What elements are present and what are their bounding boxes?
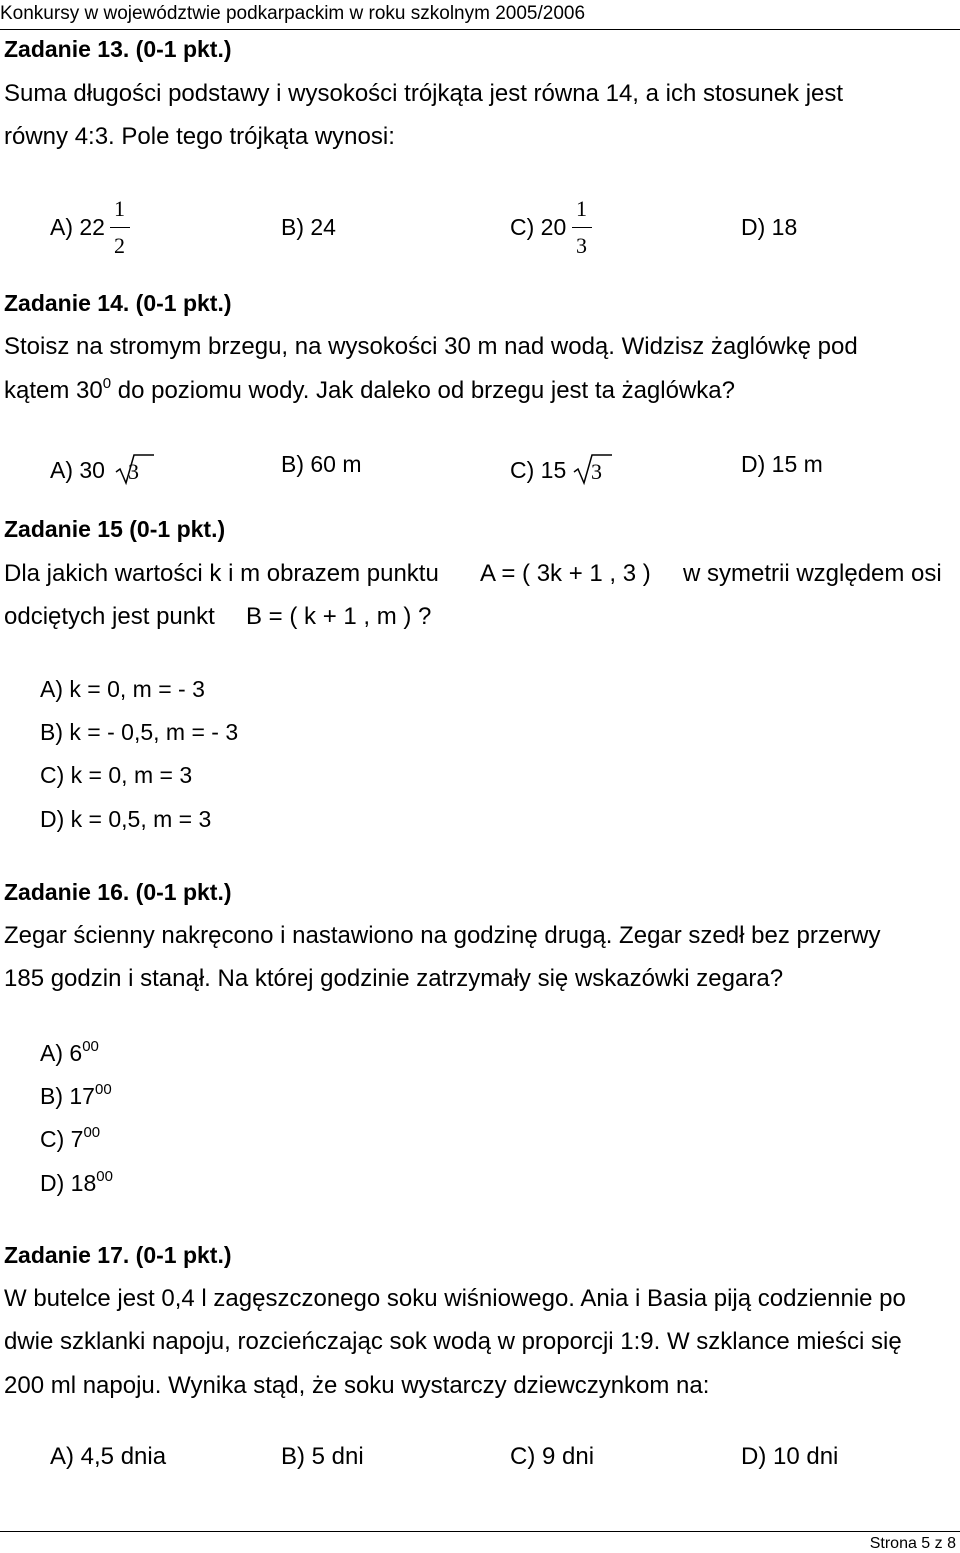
task13-line2: równy 4:3. Pole tego trójkąta wynosi: — [4, 123, 395, 150]
page-number: Strona 5 z 8 — [869, 1535, 956, 1552]
task14-option-c-radicand: 3 — [591, 459, 602, 484]
page-header: Konkursy w województwie podkarpackim w roku szkolnym 2005/2006 — [0, 3, 586, 24]
task13-option-b: B) 24 — [281, 214, 336, 240]
task13-option-c-denominator: 3 — [576, 233, 587, 258]
task13-option-c-fraction-bar — [572, 227, 592, 228]
task16-option-a: A) $6^{00}$ — [40, 1038, 99, 1066]
task17-title: Zadanie 17. (0-1 pkt.) — [4, 1242, 232, 1268]
task13-title: Zadanie 13. (0-1 pkt.) — [4, 36, 232, 62]
header-divider — [0, 29, 960, 30]
task17-line3: 200 ml napoju. Wynika stąd, że soku wystarczy dziewczynkom na: — [4, 1372, 710, 1399]
task15-line1-text: Dla jakich wartości k i m obrazem punktu — [4, 560, 439, 587]
task15-line1-end: w symetrii względem osi — [683, 560, 942, 587]
task16-line2: 185 godzin i stanął. Na której godzinie zatrzymały się wskazówki zegara? — [4, 965, 784, 992]
task13-option-c-label: C) 20 — [510, 214, 567, 240]
footer-divider — [0, 1531, 960, 1532]
task15-option-c: C) k = 0, m = 3 — [40, 762, 193, 788]
task17-option-a: A) 4,5 dnia — [50, 1443, 167, 1470]
task14-option-a-label: A) 30 — [50, 457, 105, 483]
task17-line1: W butelce jest 0,4 l zagęszczonego soku wiśniowego. Ania i Basia piją codziennie po — [4, 1285, 906, 1312]
task16-option-c: C) $7^{00}$ — [40, 1124, 101, 1152]
task15-point-a: A = ( 3k + 1 , 3 ) — [480, 560, 651, 587]
task14-option-b: B) 60 m — [281, 451, 362, 477]
task15-option-a: A) k = 0, m = - 3 — [40, 676, 205, 702]
task15-title: Zadanie 15 (0-1 pkt.) — [4, 516, 226, 542]
task13-line1: Suma długości podstawy i wysokości trójkąta jest równa 14, a ich stosunek jest — [4, 80, 844, 107]
task15-option-d: D) k = 0,5, m = 3 — [40, 806, 212, 832]
task14-option-a-radicand: 3 — [128, 459, 139, 484]
task15-point-b: B = ( k + 1 , m ) ? — [246, 603, 432, 630]
task14-title: Zadanie 14. (0-1 pkt.) — [4, 290, 232, 316]
task13-option-a-fraction-bar — [110, 227, 130, 228]
task13-option-c-numerator: 1 — [576, 196, 587, 221]
task16-title: Zadanie 16. (0-1 pkt.) — [4, 879, 232, 905]
task13-option-a-numerator: 1 — [114, 196, 125, 221]
task17-option-c: C) 9 dni — [510, 1443, 595, 1470]
task13-option-d: D) 18 — [741, 214, 798, 240]
task16-option-b: B) $17^{00}$ — [40, 1081, 112, 1109]
task16-option-d: D) $18^{00}$ — [40, 1168, 113, 1196]
task14-option-d: D) 15 m — [741, 451, 823, 477]
task17-line2: dwie szklanki napoju, rozcieńczając sok wodą w proporcji 1:9. W szklance mieści się — [4, 1328, 902, 1355]
task15-option-b: B) k = - 0,5, m = - 3 — [40, 719, 239, 745]
task14-option-c-label: C) 15 — [510, 457, 567, 483]
task14-line2: kątem $30^0$ do poziomu wody. Jak daleko od brzegu jest ta żaglówka? — [4, 375, 735, 404]
task17-option-d: D) 10 dni — [741, 1443, 839, 1470]
task13-option-a-denominator: 2 — [114, 233, 125, 258]
task17-option-b: B) 5 dni — [281, 1443, 364, 1470]
task14-line1: Stoisz na stromym brzegu, na wysokości 30 m nad wodą. Widzisz żaglówkę pod — [4, 333, 858, 360]
task15-line2-text: odciętych jest punkt — [4, 603, 215, 630]
task13-option-a-label: A) 22 — [50, 214, 105, 240]
task16-line1: Zegar ścienny nakręcono i nastawiono na godzinę drugą. Zegar szedł bez przerwy — [4, 922, 881, 949]
